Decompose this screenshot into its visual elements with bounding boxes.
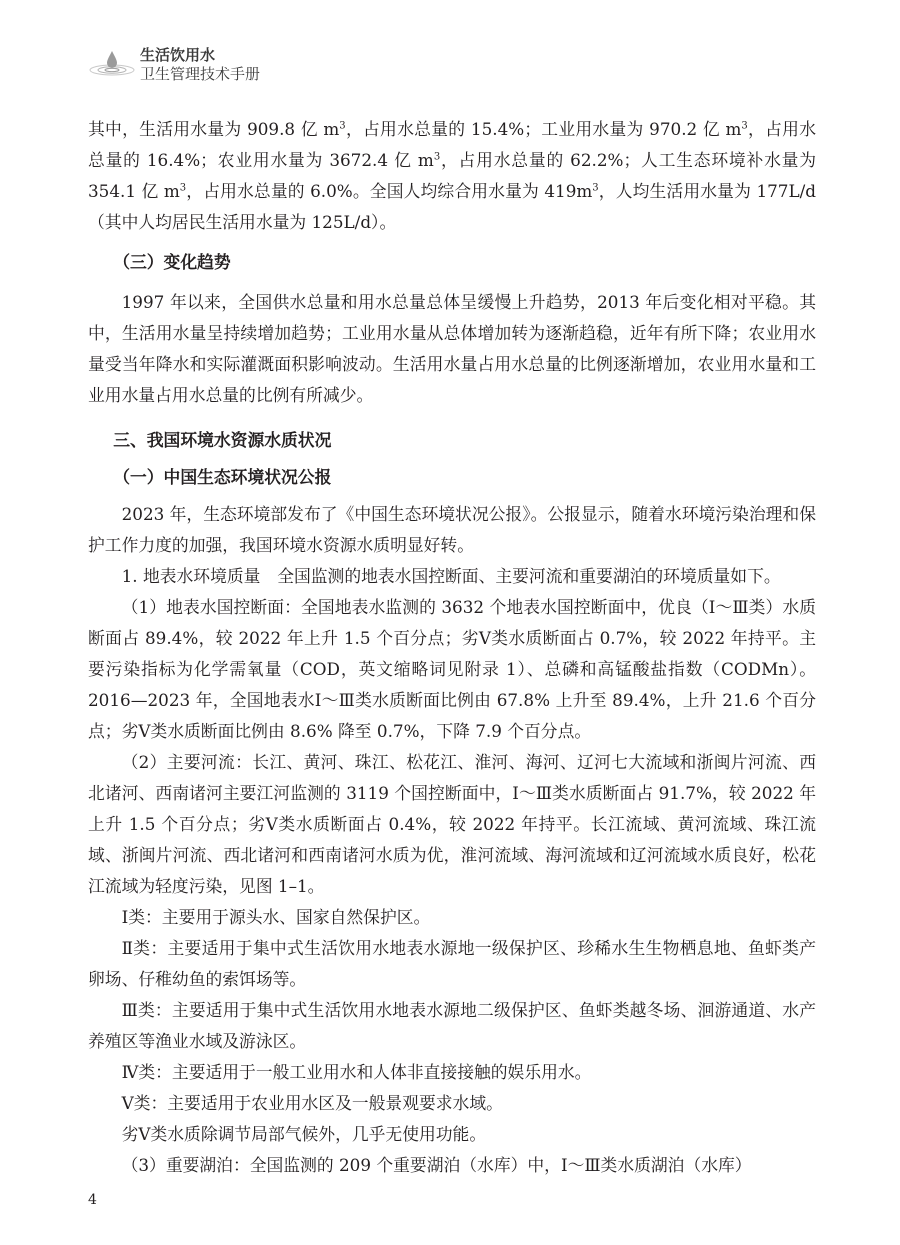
paragraph-surface-water-quality: 1. 地表水环境质量 全国监测的地表水国控断面、主要河流和重要湖泊的环境质量如下。 — [121, 566, 781, 586]
header-subtitle: 卫生管理技术手册 — [140, 65, 261, 83]
section-heading-water-quality: 三、我国环境水资源水质状况 — [113, 430, 332, 450]
paragraph-important-lakes: （3）重要湖泊：全国监测的 209 个重要湖泊（水库）中，Ⅰ～Ⅲ类水质湖泊（水库） — [121, 1155, 752, 1175]
paragraph-class-4: Ⅳ类：主要适用于一般工业用水和人体非直接接触的娱乐用水。 — [121, 1062, 592, 1082]
paragraph-class-1: Ⅰ类：主要用于源头水、国家自然保护区。 — [121, 907, 431, 927]
paragraph-major-rivers: （2）主要河流：长江、黄河、珠江、松花江、淮河、海河、辽河七大流域和浙闽片河流、西北诸河、西南诸河主要江河监测的 3119 个国控断面中，Ⅰ～Ⅲ类水质断面占 91.7%，较 2022 年上升 1.5 个百分点；劣Ⅴ类水质断面占 0.4%，较 2022 年持平。长江流域、黄河流域、珠江流域、浙闽片河流、西北诸河和西南诸河水质为优，淮河流域、海河流域和辽河流域水质良好，松花江流域为轻度污染，见图 1–1。 — [88, 752, 816, 896]
header-title: 生活饮用水 — [140, 46, 216, 64]
paragraph-class-5: Ⅴ类：主要适用于农业用水区及一般景观要求水域。 — [121, 1093, 503, 1113]
paragraph-class-2: Ⅱ类：主要适用于集中式生活饮用水地表水源地一级保护区、珍稀水生生物栖息地、鱼虾类产卵场、仔稚幼鱼的索饵场等。 — [88, 938, 816, 989]
paragraph-water-usage: 其中，生活用水量为 909.8 亿 $m^3$，占用水总量的 15.4%；工业用水量为 970.2 亿 $m^3$，占用水总量的 16.4%；农业用水量为 3672.4 亿 $m^3$，占用水总量的 62.2%；人工生态环境补水量为 354.1 亿 $m^3$，占用水总量的 6.0%。全国人均综合用水量为 $419m^3$，人均生活用水量为 177L/d（其中人均居民生活用水量为 125L/d）。 — [88, 119, 817, 232]
running-header — [88, 42, 348, 92]
paragraph-bulletin-intro: 2023 年，生态环境部发布了《中国生态环境状况公报》。公报显示，随着水环境污染治理和保护工作力度的加强，我国环境水资源水质明显好转。 — [88, 504, 816, 555]
page-number: 4 — [88, 1192, 97, 1208]
paragraph-national-sections: （1）地表水国控断面：全国地表水监测的 3632 个地表水国控断面中，优良（Ⅰ～Ⅲ类）水质断面占 89.4%，较 2022 年上升 1.5 个百分点；劣Ⅴ类水质断面占 0.7%，较 2022 年持平。主要污染指标为化学需氧量（COD，英文缩略词见附录 1）、总磷和高锰酸盐指数（CODMn）。2016—2023 年，全国地表水Ⅰ～Ⅲ类水质断面比例由 67.8% 上升至 89.4%，上升 21.6 个百分点；劣Ⅴ类水质断面比例由 8.6% 降至 0.7%，下降 7.9 个百分点。 — [88, 597, 816, 741]
paragraph-class-3: Ⅲ类：主要适用于集中式生活饮用水地表水源地二级保护区、鱼虾类越冬场、洄游通道、水产养殖区等渔业水域及游泳区。 — [88, 1000, 816, 1051]
paragraph-class-inferior: 劣Ⅴ类水质除调节局部气候外，几乎无使用功能。 — [121, 1124, 487, 1144]
heading-environment-bulletin: （一）中国生态环境状况公报 — [113, 467, 332, 487]
heading-change-trend: （三）变化趋势 — [113, 252, 231, 272]
water-drop-logo-icon — [88, 48, 136, 78]
paragraph-change-trend: 1997 年以来，全国供水总量和用水总量总体呈缓慢上升趋势，2013 年后变化相对平稳。其中，生活用水量呈持续增加趋势；工业用水量从总体增加转为逐渐趋稳，近年有所下降；农业用水量受当年降水和实际灌溉面积影响波动。生活用水量占用水总量的比例逐渐增加，农业用水量和工业用水量占用水总量的比例有所减少。 — [88, 292, 816, 405]
page-body — [88, 114, 816, 1181]
